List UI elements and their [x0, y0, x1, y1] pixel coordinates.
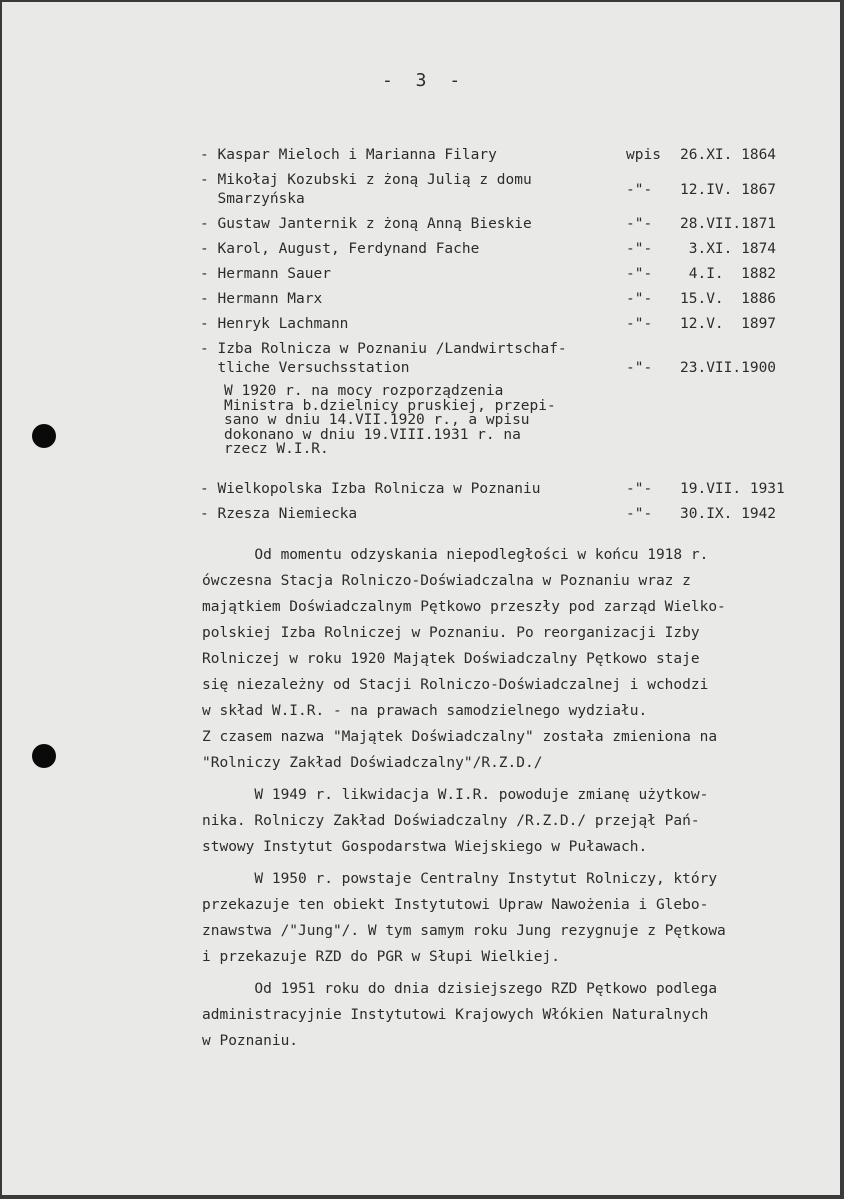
entry-date: 28.VII.1871 — [680, 216, 777, 232]
entry-mark: -"- — [626, 481, 653, 497]
list-item — [200, 340, 800, 378]
punch-hole — [32, 744, 56, 768]
list-item — [200, 265, 800, 284]
list-item — [200, 315, 800, 334]
entry-mark: -"- — [626, 241, 653, 257]
punch-hole — [32, 424, 56, 448]
entry-name: - Wielkopolska Izba Rolnicza w Poznaniu — [200, 481, 541, 497]
entry-mark: -"- — [626, 182, 653, 198]
entry-mark: wpis — [626, 147, 661, 163]
transfer-note: W 1920 r. na mocy rozporządzenia Ministra b.dzielnicy pruskiej, przepi- sano w dniu 14.VII.1920 r., a wpisu dokonano w dniu 19.VIII.1931 r. na rzecz W.I.R. — [224, 383, 556, 457]
entry-date: 23.VII.1900 — [680, 360, 777, 376]
entry-name: - Hermann Marx — [200, 291, 323, 307]
paragraph: W 1949 r. likwidacja W.I.R. powoduje zmianę użytkow- nika. Rolniczy Zakład Doświadczalny /R.Z.D./ przejął Pań- stwowy Instytut Gospodarstwa Wiejskiego w Puławach. — [202, 787, 709, 855]
list-item — [200, 505, 800, 524]
entry-name: - Hermann Sauer — [200, 266, 331, 282]
list-item — [200, 240, 800, 259]
entry-mark: -"- — [626, 316, 653, 332]
list-item — [200, 480, 800, 499]
paragraph: Od momentu odzyskania niepodległości w końcu 1918 r. ówczesna Stacja Rolniczo-Doświadczalna w Poznaniu wraz z majątkiem Doświadczalnym Pętkowo przeszły pod zarząd Wielko- polskiej Izba Rolniczej w Poznaniu. Po reorganizacji Izby Rolniczej w roku 1920 Majątek Doświadczalny Pętkowo staje się niezależny od Stacji Rolniczo-Doświadczalnej i wchodzi w skład W.I.R. - na prawach samodzielnego wydziału. Z czasem nazwa "Majątek Doświadczalny" została zmieniona na "Rolniczy Zakład Doświadczalny"/R.Z.D./ — [202, 547, 726, 771]
entry-name: - Karol, August, Ferdynand Fache — [200, 241, 480, 257]
entry-mark: -"- — [626, 506, 653, 522]
entry-date: 12.IV. 1867 — [680, 182, 777, 198]
list-item — [200, 215, 800, 234]
entry-mark: -"- — [626, 216, 653, 232]
entry-date: 12.V. 1897 — [680, 316, 777, 332]
entry-mark: -"- — [626, 266, 653, 282]
list-item — [200, 290, 800, 309]
entry-name: - Rzesza Niemiecka — [200, 506, 358, 522]
entry-name: - Gustaw Janternik z żoną Anną Bieskie — [200, 216, 532, 232]
entry-name: - Mikołaj Kozubski z żoną Julią z domu Smarzyńska — [200, 172, 532, 207]
entry-date: 26.XI. 1864 — [680, 147, 777, 163]
ownership-list — [200, 146, 800, 384]
entry-date: 3.XI. 1874 — [680, 241, 777, 257]
document-page — [2, 2, 840, 1195]
list-item — [200, 146, 800, 165]
entry-date: 19.VII. 1931 — [680, 481, 785, 497]
entry-date: 15.V. 1886 — [680, 291, 777, 307]
entry-name: - Henryk Lachmann — [200, 316, 349, 332]
ownership-list-continued — [200, 480, 800, 530]
entry-name: - Kaspar Mieloch i Marianna Filary — [200, 147, 497, 163]
page-number: - 3 - — [382, 70, 467, 91]
list-item — [200, 171, 800, 209]
entry-mark: -"- — [626, 360, 653, 376]
entry-date: 30.IX. 1942 — [680, 506, 777, 522]
entry-date: 4.I. 1882 — [680, 266, 777, 282]
paragraph: Od 1951 roku do dnia dzisiejszego RZD Pętkowo podlega administracyjnie Instytutowi Krajowych Włókien Naturalnych w Poznaniu. — [202, 981, 718, 1049]
entry-mark: -"- — [626, 291, 653, 307]
entry-name: - Izba Rolnicza w Poznaniu /Landwirtschaf- tliche Versuchsstation — [200, 341, 567, 376]
paragraph: W 1950 r. powstaje Centralny Instytut Rolniczy, który przekazuje ten obiekt Instytutowi Upraw Nawożenia i Glebo- znawstwa /"Jung"/. W tym samym roku Jung rezygnuje z Pętkowa i przekazuje RZD do PGR w Słupi Wielkiej. — [202, 871, 726, 965]
